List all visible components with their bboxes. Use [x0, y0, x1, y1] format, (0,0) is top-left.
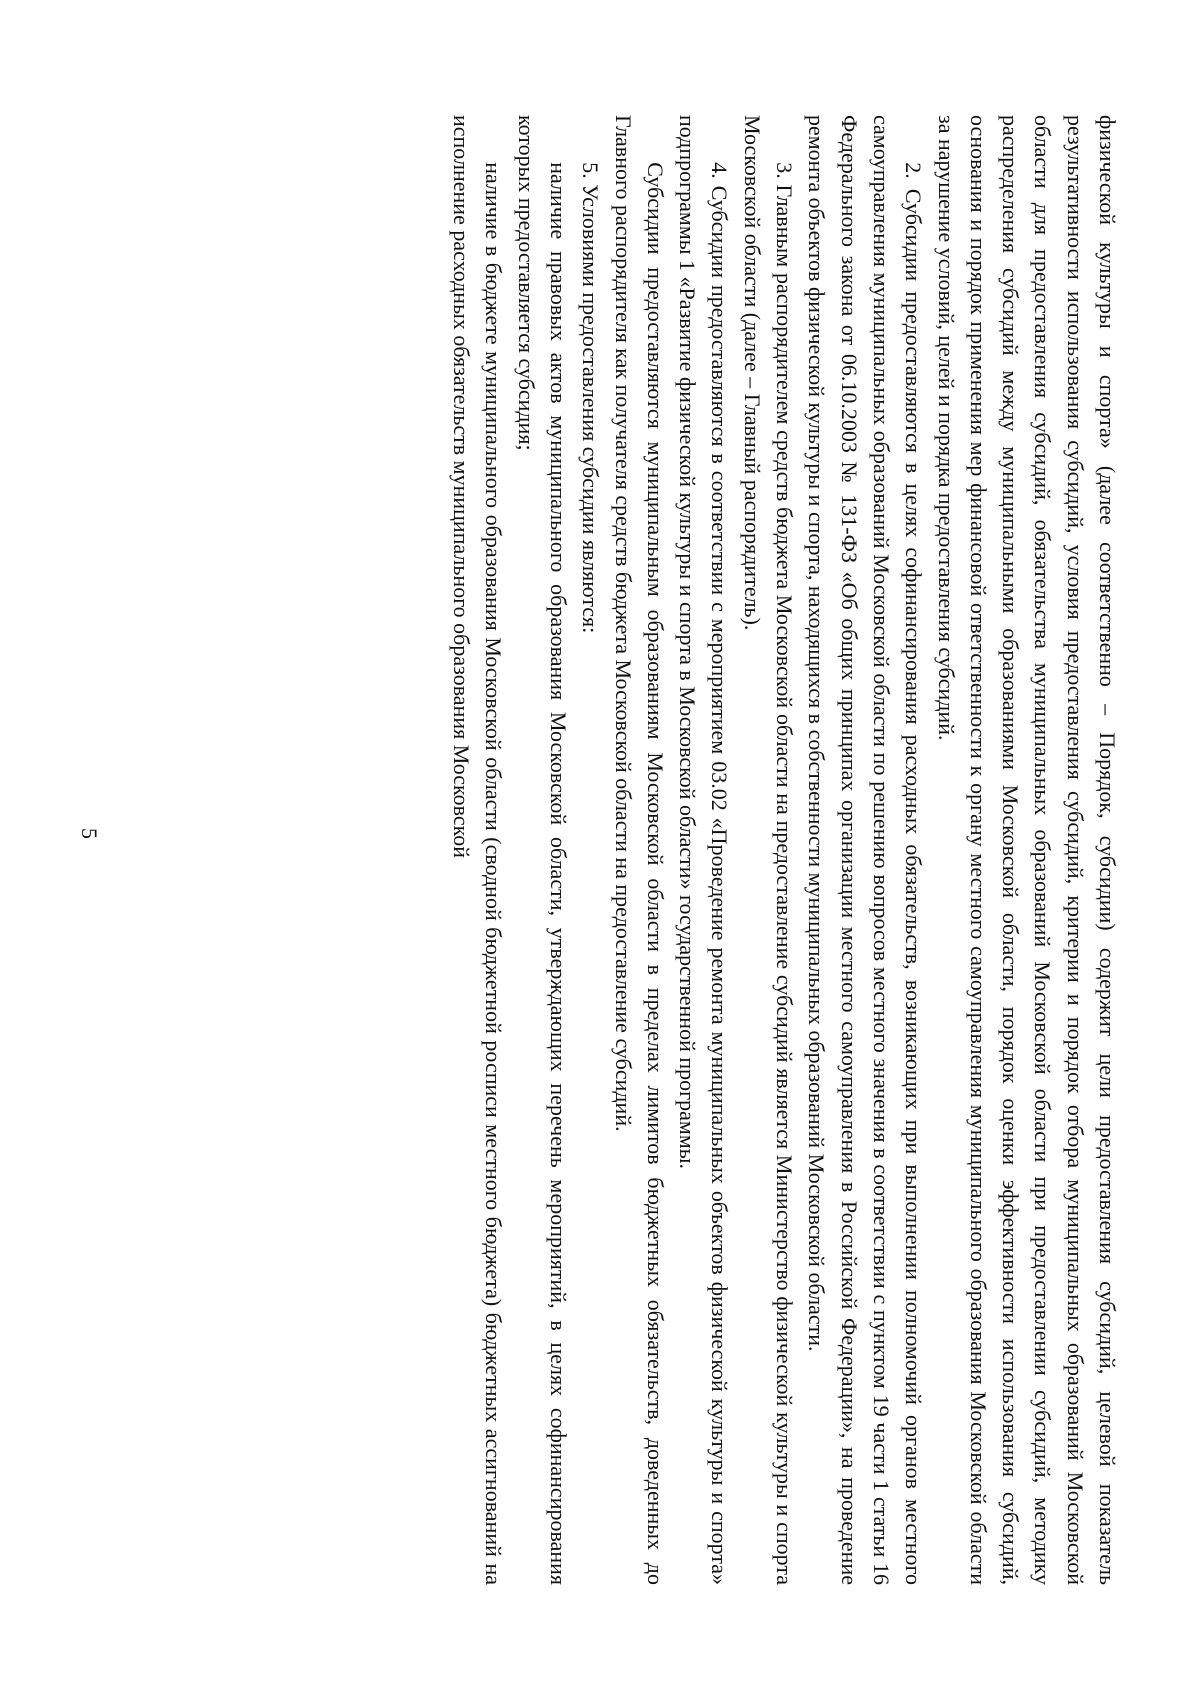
- paragraph: Субсидии предоставляются муниципальным образованиям Московской области в пределах лимитов бюджетных обязательств, доведенных до Главного распорядителя как получателя средств бюджета Московской области на предоставление субсидий.: [610, 115, 668, 1585]
- paragraph: 4. Субсидии предоставляются в соответствии с мероприятием 03.02 «Проведение ремонта муниципальных объектов физической культуры и спорта» подпрограммы 1 «Развитие физической культуры и спорта в Московской области» государственной программы.: [675, 115, 733, 1585]
- paragraph: 5. Условиями предоставления субсидии являются:: [578, 162, 604, 634]
- paragraph: физической культуры и спорта» (далее соответственно – Порядок, субсидии) содержит цели предоставления субсидий, целевой показатель результативности использования субсидий, условия предоставления субсидий, критерии и порядок отбора муниципальных образований Московской области для предоставления субсидий, обязательства муниципальных образований Московской области при предоставлении субсидий, методику распределения субсидий между муниципальными образованиями Московской области, порядок оценки эффективности использования субсидий, основания и порядок применения мер финансовой ответственности к органу местного самоуправления муниципального образования Московской области за нарушение условий, целей и порядка предоставления субсидий.: [933, 115, 1120, 1585]
- page-number: 5: [77, 828, 102, 839]
- paragraph: наличие в бюджете муниципального образования Московской области (сводной бюджетной росписи местного бюджета) бюджетных ассигнований на исполнение расходных обязательств муниципального образования Московской: [449, 115, 507, 1585]
- paragraph: наличие правовых актов муниципального образования Московской области, утверждающих перечень мероприятий, в целях софинансирования которых предоставляется субсидия;: [513, 115, 571, 1585]
- paragraph: 2. Субсидии предоставляются в целях софинансирования расходных обязательств, возникающих при выполнении полномочий органов местного самоуправления муниципальных образований Московской области по решению вопросов местного значения в соответствии с пунктом 19 части 1 статьи 16 Федерального закона от 06.10.2003 № 131-ФЗ «Об общих принципах организации местного самоуправления в Российской Федерации», на проведение ремонта объектов физической культуры и спорта, находящихся в собственности муниципальных образований Московской области.: [804, 115, 927, 1585]
- paragraph: 3. Главным распорядителем средств бюджета Московской области на предоставление субсидий является Министерство физической культуры и спорта Московской области (далее – Главный распорядитель).: [739, 115, 798, 1585]
- document-body: [153, 115, 1123, 1585]
